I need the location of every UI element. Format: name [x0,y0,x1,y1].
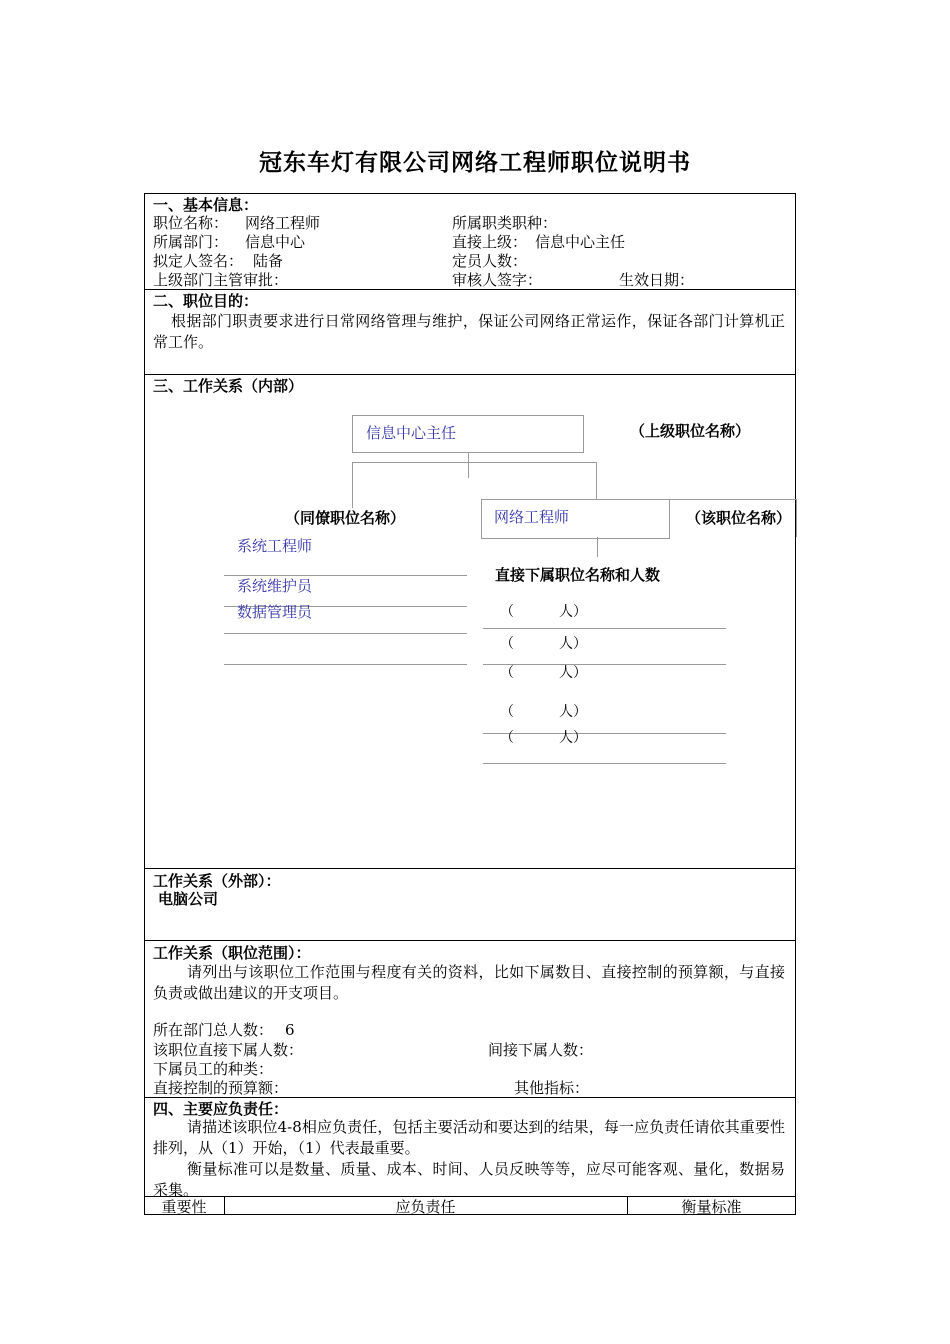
subordinate-open: （ [500,604,514,620]
peer-item: 系统工程师 [237,537,313,555]
col-responsibility: 应负责任 [395,1198,456,1216]
duties-text-2: 衡量标准可以是数量、质量、成本、时间、人员反映等等，应尽可能客观、量化，数据易采集。 [153,1160,785,1199]
self-box-label: 网络工程师 [494,508,570,526]
dept-total-label: 所在部门总人数： [153,1021,274,1039]
purpose-text: 根据部门职责要求进行日常网络管理与维护，保证公司网络正常运作，保证各部门计算机正常工作。 [153,312,785,351]
connector [596,462,597,499]
col-importance: 重要性 [161,1198,207,1216]
document-title: 冠东车灯有限公司网络工程师职位说明书 [259,150,691,176]
drafter-value: 陆备 [253,252,284,270]
subordinate-open: （ [500,636,514,652]
subordinate-line [483,763,726,764]
subordinate-line [483,628,726,629]
peer-caption: （同僚职位名称） [285,509,406,527]
subordinate-open: （ [500,730,514,746]
section-basic-heading: 一、基本信息： [153,196,259,214]
approval-label: 上级部门主管审批： [153,271,289,289]
peer-item: 系统维护员 [237,577,313,595]
connector [352,462,596,463]
subordinate-close: 人） [559,704,587,720]
self-box [481,499,670,539]
subordinate-close: 人） [559,665,587,681]
budget-label: 直接控制的预算额： [153,1079,289,1097]
section-internal-heading: 三、工作关系（内部） [153,377,304,395]
other-indicator-label: 其他指标： [514,1079,590,1097]
peer-line [224,575,467,576]
section-scope-heading: 工作关系（职位范围）： [153,944,311,962]
external-value: 电脑公司 [158,890,219,908]
direct-sub-label: 该职位直接下属人数： [153,1041,304,1059]
connector [597,537,598,557]
subordinate-heading: 直接下属职位名称和人数 [495,566,661,584]
job-family-label: 所属职类职种： [452,214,558,232]
connector [468,452,469,478]
subordinate-open: （ [500,665,514,681]
section-duties-heading: 四、主要应负责任： [153,1100,289,1118]
superior-value: 信息中心主任 [535,233,626,251]
position-name-value: 网络工程师 [245,214,321,232]
superior-label: 直接上级： [452,233,528,251]
subordinate-close: 人） [559,636,587,652]
reviewer-label: 审核人签字： [452,271,543,289]
dept-value: 信息中心 [245,233,306,251]
section-external-heading: 工作关系（外部）： [153,872,281,890]
divider [144,940,796,941]
indirect-sub-label: 间接下属人数： [488,1041,594,1059]
connector [796,499,797,537]
section-purpose-heading: 二、职位目的： [153,292,259,310]
drafter-label: 拟定人签名： [153,252,244,270]
peer-item: 数据管理员 [237,603,313,621]
divider [144,868,796,869]
duties-text-1: 请描述该职位4-8相应负责任，包括主要活动和要达到的结果，每一应负责任请依其重要性排列，从（1）开始，（1）代表最重要。 [153,1118,785,1157]
position-name-label: 职位名称： [153,214,229,232]
effective-date-label: 生效日期： [619,271,695,289]
connector [669,499,796,500]
subordinate-close: 人） [559,604,587,620]
dept-label: 所属部门： [153,233,229,251]
superior-box [352,415,584,453]
headcount-label: 定员人数： [452,252,528,270]
subordinate-open: （ [500,704,514,720]
subordinate-line [483,664,726,665]
subordinate-line [483,733,726,734]
superior-caption: （上级职位名称） [630,422,751,440]
col-measure: 衡量标准 [681,1198,742,1216]
superior-box-label: 信息中心主任 [366,424,457,442]
connector [352,462,353,508]
sub-types-label: 下属员工的种类： [153,1060,274,1078]
peer-line [224,664,467,665]
dept-total-value: 6 [285,1021,295,1039]
subordinate-close: 人） [559,730,587,746]
self-caption: （该职位名称） [686,509,792,527]
scope-text: 请列出与该职位工作范围与程度有关的资料，比如下属数目、直接控制的预算额，与直接负责或做出建议的开支项目。 [153,963,785,1002]
divider [144,374,796,375]
peer-line [224,633,467,634]
